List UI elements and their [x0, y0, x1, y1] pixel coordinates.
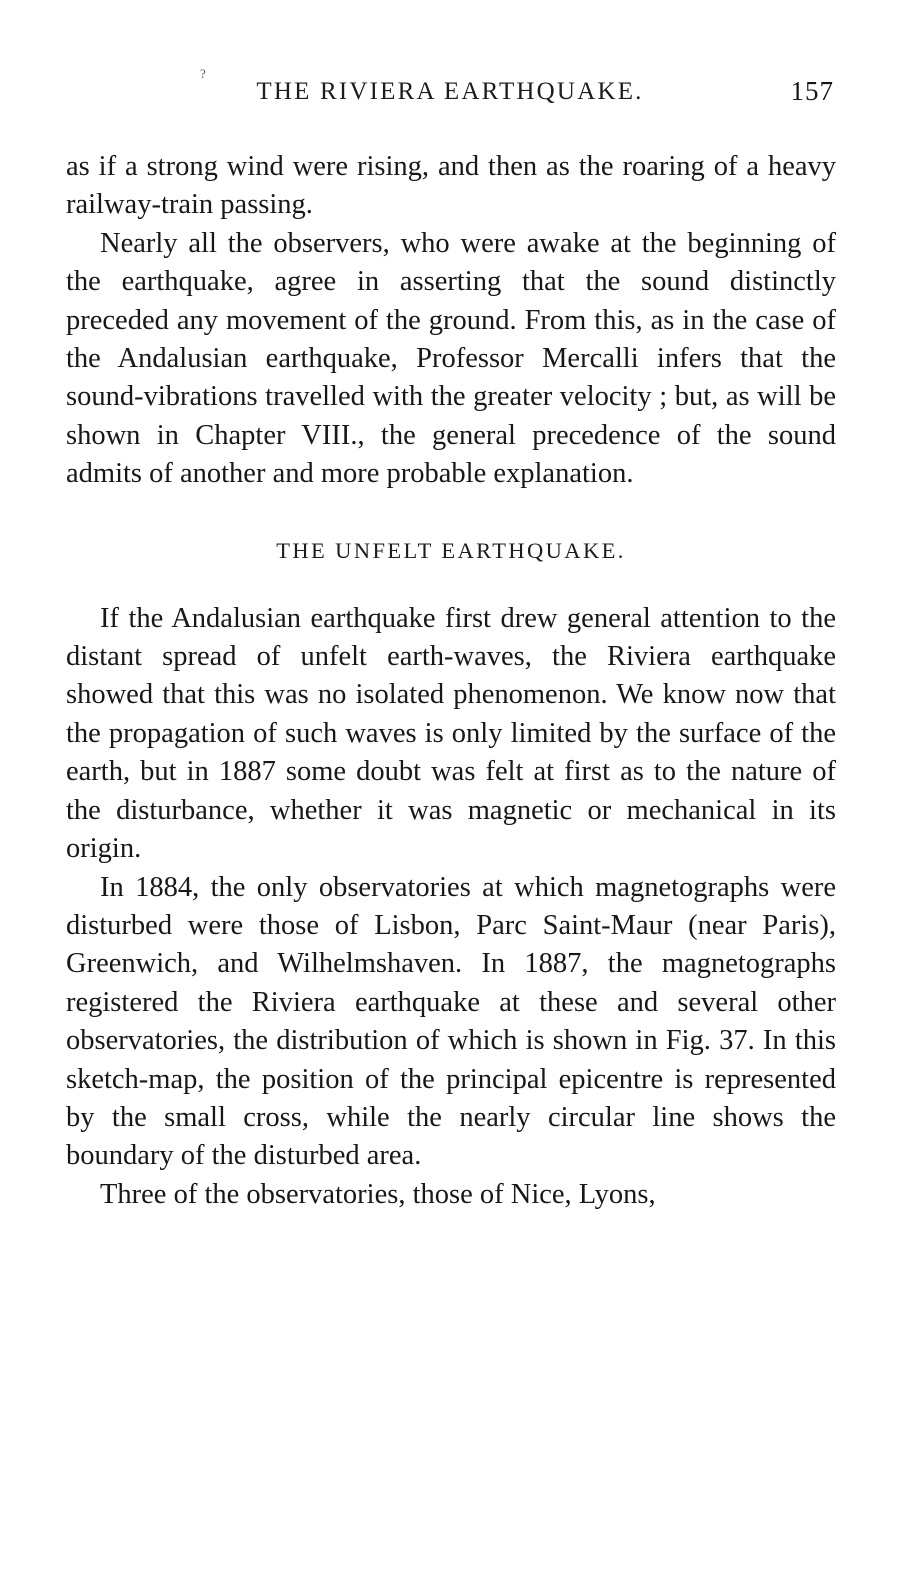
- paragraph: Nearly all the observers, who were awake at the beginning of the earthquake, agree in asserting that the sound distinctly preceded any movement of the ground. From this, as in the case of the Andalusian earthquake, Professor Mercalli infers that the sound-vibrations travelled with the greater velocity ; but, as will be shown in Chapter VIII., the general precedence of the sound admits of another and more probable explanation.: [66, 227, 836, 490]
- running-title: THE RIVIERA EARTHQUAKE.: [256, 78, 644, 105]
- paragraph: In 1884, the only observatories at which magnetographs were disturbed were those of Lisbon, Parc Saint-Maur (near Paris), Greenwich, and Wilhelmshaven. In 1887, the magnetographs registered the Riviera earthquake at these and several other observatories, the distribution of which is shown in Fig. 37. In this sketch-map, the position of the principal epicentre is represented by the small cross, while the nearly circular line shows the boundary of the disturbed area.: [66, 871, 836, 1172]
- page-number: 157: [790, 76, 834, 106]
- paragraph-continuation: as if a strong wind were rising, and then as the roaring of a heavy railway-train passing.: [66, 151, 836, 221]
- page-header: [66, 78, 834, 118]
- paragraph: Three of the observatories, those of Nice, Lyons,: [100, 1178, 656, 1210]
- section-heading: THE UNFELT EARTHQUAKE.: [276, 537, 626, 563]
- paragraph: If the Andalusian earthquake first drew general attention to the distant spread of unfelt earth-waves, the Riviera earthquake showed that this was no isolated phenomenon. We know now that the propagation of such waves is only limited by the surface of the earth, but in 1887 some doubt was felt at first as to the nature of the disturbance, whether it was magnetic or mechanical in its origin.: [66, 602, 836, 865]
- margin-mark: ?: [200, 66, 206, 81]
- page-body: [66, 148, 836, 1214]
